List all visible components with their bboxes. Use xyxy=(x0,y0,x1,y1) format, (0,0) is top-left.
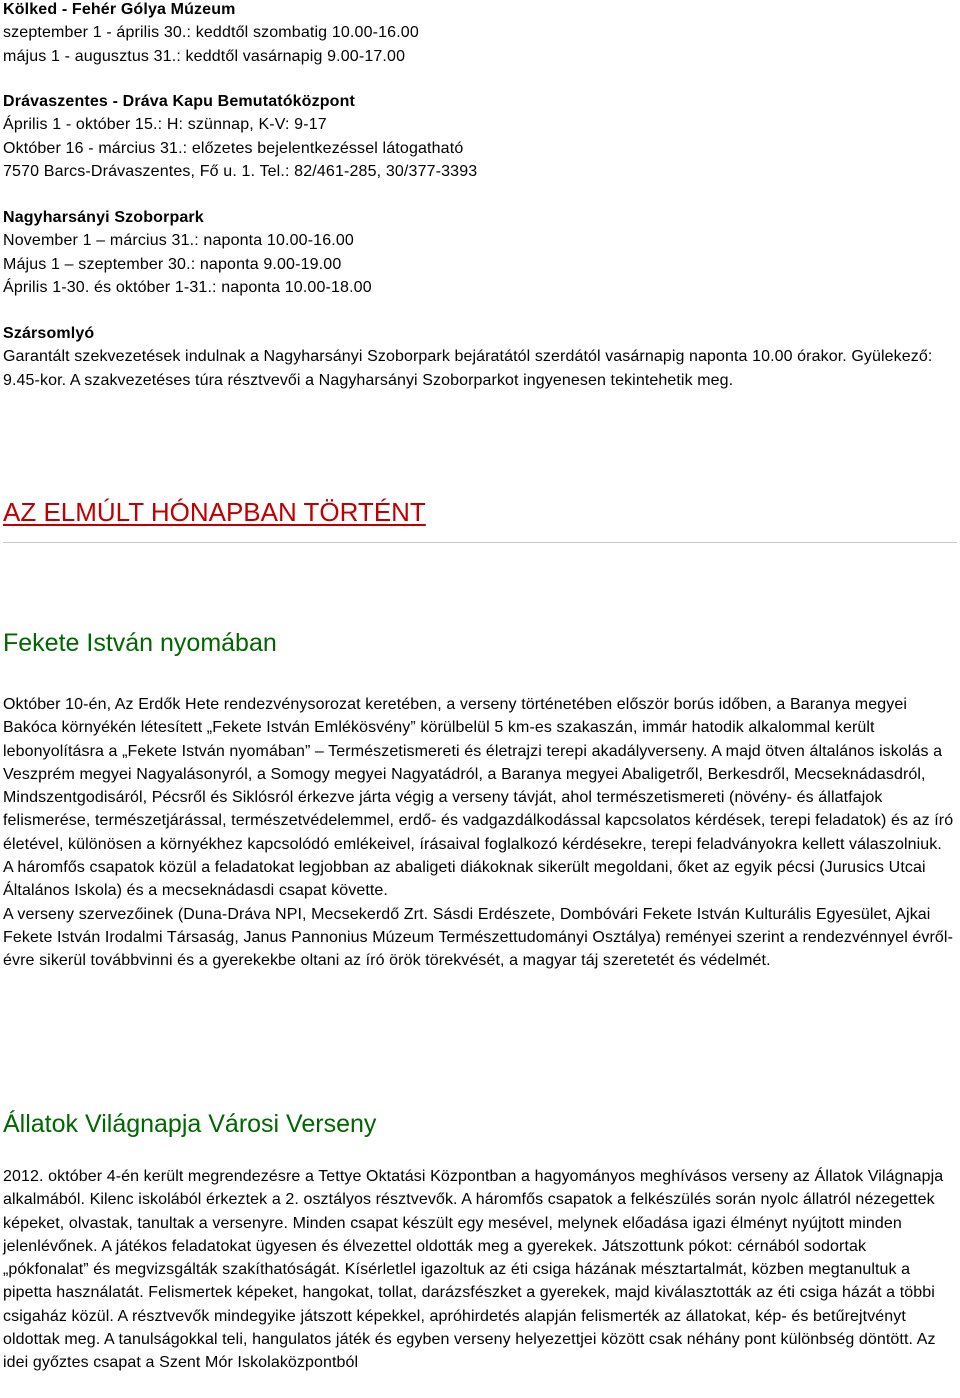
dravaszentes-line-3: 7570 Barcs-Drávaszentes, Fő u. 1. Tel.: 82/461-285, 30/377-3393 xyxy=(3,162,478,180)
article-paragraph: Október 10-én, Az Erdők Hete rendezvénysorozat keretében, a verseny történetében először borús időben, a Baranya megyei Bakóca környékén létesített „Fekete István Emlékösvény” körülbelül 5 km-es szakaszán, immár hatodik alkalommal került lebonyolításra a „Fekete István nyomában” – Természetismereti és életrajzi terepi akadályverseny. A majd ötven általános iskolás a Veszprém megyei Nagyalásonyról, a Somogy megyei Nagyatádról, a Baranya megyei Abaligetről, Berkesdről, Mecseknádasdról, Mindszentgodisáról, Pécsről és Siklósról érkezve járta végig a verseny távját, ahol természetismereti (növény- és állatfajok felismerése, természetjárással, természetvédelemmel, erdő- és vadgazdálkodással kapcsolatos kérdések, terepi feladatok) és az író életével, különösen a környékhez kapcsolódó emlékeivel, írásaival foglalkozó kérdésekre, terepi feladványokra kellett válaszolniuk. xyxy=(3,696,954,853)
kolked-title: Kölked - Fehér Gólya Múzeum xyxy=(3,1,236,18)
szarsomlyo-info xyxy=(3,322,954,392)
nagyharsany-line-3: Április 1-30. és október 1-31.: naponta 10.00-18.00 xyxy=(3,278,372,296)
section-heading: AZ ELMÚLT HÓNAPBAN TÖRTÉNT xyxy=(3,497,426,527)
dravaszentes-line-1: Április 1 - október 15.: H: szünnap, K-V: 9-17 xyxy=(3,116,327,134)
kolked-line-1: szeptember 1 - április 30.: keddtől szombatig 10.00-16.00 xyxy=(3,24,419,42)
kolked-line-2: május 1 - augusztus 31.: keddtől vasárnapig 9.00-17.00 xyxy=(3,47,406,65)
article-paragraph: 2012. október 4-én került megrendezésre a Tettye Oktatási Központban a hagyományos meghívásos verseny az Állatok Világnapja alkalmából. Kilenc iskolából érkeztek a 2. osztályos résztvevők. A háromfős csapatok a felkészülés során nyolc állatról nézegettek képeket, olvastak, tanultak a versenyre. Minden csapat készült egy mesével, melynek előadása igazi élményt nyújtott minden jelenlévőnek. A játékos feladatokat ügyesen és élvezettel oldották meg a gyerekek. Játszottunk pókot: cérnából sodortak „pókfonalat” és megvizsgálták szakíthatóságát. Kísérletlel igazoltuk az éti csiga házának mésztartalmát, közben megtanultuk a pipetta használatát. Felismertek képeket, hangokat, tollat, darázsfészket a gyerekek, majd kiválasztották az éti csiga házát a többi csigaház közül. A résztvevők mindegyike játszott képekkel, apróhirdetés alapján felismerték az állatokat, kép- és betűrejtvényt oldottak meg. A tanulságokkal teli, hangulatos játék és egyben verseny helyezettjei között csak néhány pont különbség döntött. Az idei győztes csapat a Szent Mór Iskolaközpontból xyxy=(3,1168,944,1372)
nagyharsany-line-2: Május 1 – szeptember 30.: naponta 9.00-19.00 xyxy=(3,255,342,273)
nagyharsany-title: Nagyharsányi Szoborpark xyxy=(3,209,204,226)
article-body-allatok-vilagnapja xyxy=(3,1165,954,1375)
dravaszentes-title: Drávaszentes - Dráva Kapu Bemutatóközpont xyxy=(3,93,356,110)
kolked-hours xyxy=(3,0,954,68)
article-body-fekete-istvan xyxy=(3,693,954,973)
article-title-fekete-istvan: Fekete István nyomában xyxy=(3,629,277,657)
article-title-allatok-vilagnapja: Állatok Világnapja Városi Verseny xyxy=(3,1110,377,1138)
nagyharsany-line-1: November 1 – március 31.: naponta 10.00-16.00 xyxy=(3,232,354,250)
szarsomlyo-text: Garantált szekvezetések indulnak a Nagyharsányi Szoborpark bejáratától szerdától vasárnapig naponta 10.00 órakor. Gyülekező: 9.45-kor. A szakvezetéses túra résztvevői a Nagyharsányi Szoborparkot ingyenesen tekintehetik meg. xyxy=(3,348,933,389)
dravaszentes-hours xyxy=(3,90,954,183)
article-paragraph: A háromfős csapatok közül a feladatokat legjobban az abaligeti diákoknak sikerült megoldani, őket az egyik pécsi (Jurusics Utcai Általános Iskola) és a mecseknádasdi csapat követte. xyxy=(3,859,926,900)
szarsomlyo-title: Szársomlyó xyxy=(3,325,95,342)
dravaszentes-line-2: Október 16 - március 31.: előzetes bejelentkezéssel látogatható xyxy=(3,139,464,157)
article-paragraph: A verseny szervezőinek (Duna-Dráva NPI, Mecsekerdő Zrt. Sásdi Erdészete, Dombóvári Fekete István Kulturális Egyesület, Ajkai Fekete István Irodalmi Társaság, Janus Pannonius Múzeum Természettudományi Osztálya) reményei szerint a rendezvénnyel évről-évre sikerül továbbvinni és a gyerekekbe oltani az író örök törekvését, a magyar táj szeretetét és védelmét. xyxy=(3,905,954,970)
section-divider xyxy=(3,542,957,543)
nagyharsany-hours xyxy=(3,206,954,299)
